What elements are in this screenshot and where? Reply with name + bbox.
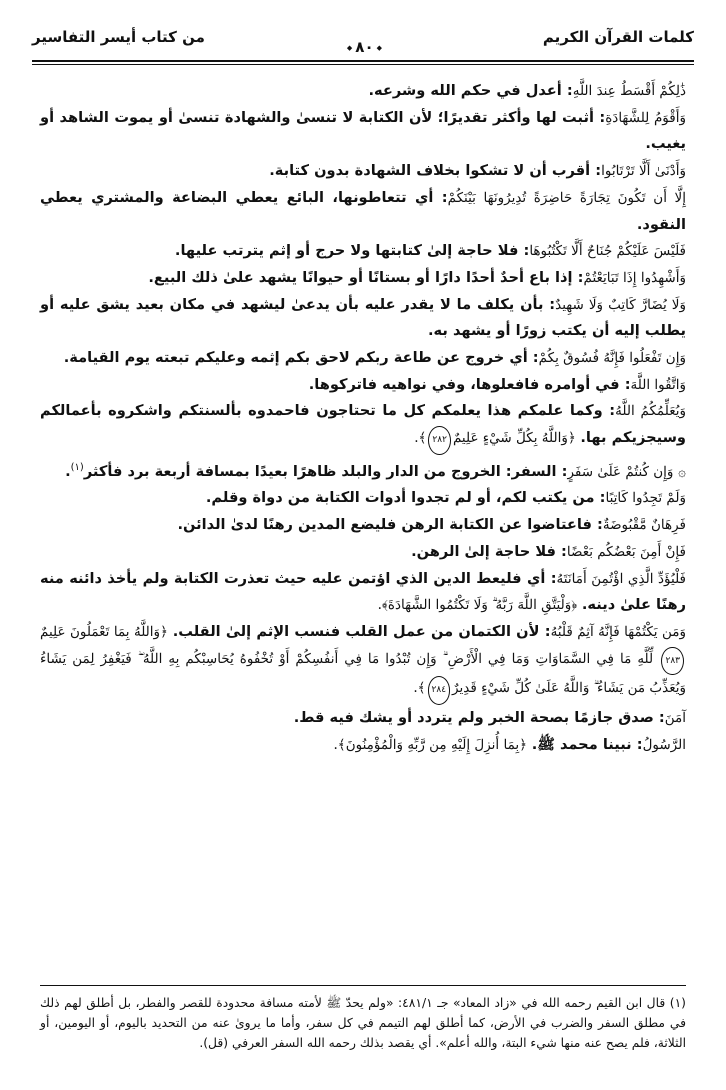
page-number: ◆ ٨٠ ◆ [345, 38, 385, 56]
entry-definition: : إذا باع أحدٌ أحدًا دارًا أو بستانًا أو حيوانًا يشهد علىٰ ذلك البيع. [148, 268, 584, 286]
entry-definition: : أثبت لها وأكثر تقديرًا؛ لأن الكتابة لا تنسىٰ والشهادة تنسىٰ أو يموت الشاهد أو يغيب. [40, 108, 686, 153]
entry [40, 566, 686, 619]
entry-term: وَلَمْ تَجِدُوا كَاتِبًا [605, 490, 686, 507]
entry [40, 485, 686, 512]
entry-definition: : وكما علمكم هذا يعلمكم كل ما تحتاجون فاحمدوه بألسنتكم واشكروه بأعمالكم وسيجزيكم بها. [40, 402, 686, 447]
footnote-marker: (١) [669, 996, 686, 1010]
rub-el-hizb-icon: ۞ [678, 463, 686, 480]
entry-term: إِلَّا أَن تَكُونَ تِجَارَةً حَاضِرَةً تُدِيرُونَهَا بَيْنَكُمْ [447, 189, 686, 206]
entry-term: وَأَدْنَىٰ أَلَّا تَرْتَابُوا [601, 163, 686, 180]
ayah-number-mark: ٢٨٢ [428, 426, 451, 455]
header-rule [32, 60, 694, 62]
quran-quote-continued: لِّلَّهِ مَا فِي السَّمَاوَاتِ وَمَا فِي الْأَرْضِ ۗ وَإِن تُبْدُوا مَا فِي أَنفُسِكُمْ أَوْ تُخْفُوهُ يُحَاسِبْكُم بِهِ اللَّهُ ۖ فَيَغْفِرُ لِمَن يَشَاءُ وَيُعَذِّبُ مَن يَشَاءُ ۗ وَاللَّهُ عَلَىٰ كُلِّ شَيْءٍ قَدِيرٌ [40, 650, 686, 697]
entry-definition: : أي تتعاطونها، البائع يعطي البضاعة والمشتري يعطي النقود. [40, 188, 686, 233]
entry-term: فَلَيْسَ عَلَيْكُمْ جُنَاحٌ أَلَّا تَكْتُبُوهَا [529, 243, 686, 260]
entry-tail: . [65, 462, 71, 480]
entry-definition: : صدق جازمًا بصحة الخبر ولم يتردد أو يشك فيه قط. [293, 709, 665, 727]
book-title: كلمات القرآن الكريم [542, 28, 694, 46]
entry-term: وَأَقْوَمُ لِلشَّهَادَةِ [605, 109, 686, 126]
ayah-number-mark: ٢٨٤ [428, 676, 451, 705]
entry-definition: : أي فليعط الدين الذي اؤتمن عليه حيث تعذرت الكتابة ولم يأخذ دائنه منه رهنًا علىٰ دينه. [40, 569, 686, 614]
entry-term: وَإِن تَفْعَلُوا فَإِنَّهُ فُسُوقٌ بِكُمْ [538, 350, 686, 367]
entry-definition: : أعدل في حكم الله وشرعه. [368, 82, 573, 99]
footnote-text: قال ابن القيم رحمه الله في «زاد المعاد» جـ ٤٨١/١: «ولم يحدّ ﷺ لأمته مسافة محدودة للقصر والفطر، بل أطلق لهم ذلك في مطلق السفر والضرب في الأرض، كما أطلق لهم التيمم في كل سفر، وأما ما يروىٰ عنه من التحديد باليوم، أو اليومين، أو الثلاثة، فلم يصح عنه منها شيء البتة، والله أعلم». أي يقصد بذلك رحمه الله السفر العرفي [40, 996, 686, 1050]
entry-definition: : أقرب أن لا تشكوا بخلاف الشهادة بدون كتابة. [269, 162, 602, 180]
entry-term: الرَّسُولُ [642, 736, 686, 753]
footnote [40, 993, 686, 1053]
entry-definition: : بأن يكلف ما لا يقدر عليه بأن يدعىٰ ليشهد في مكان بعيد يشق عليه أو يطلب إليه أن يكتب زورًا أو يشهد به. [40, 295, 686, 340]
entry [40, 265, 686, 292]
entry [40, 185, 686, 238]
entry-definition: : فلا حاجة إلىٰ الرهن. [411, 542, 567, 560]
entry-definition: : في أوامره فافعلوها، وفي نواهيه فاتركوها. [308, 375, 631, 393]
quote-close: ﴾. [413, 680, 426, 697]
entry-term: فَرِهَانٌ مَّقْبُوضَةٌ [602, 517, 686, 534]
entry-definition: : فلا حاجة إلىٰ كتابتها ولا حرج أو إثم يترتب عليها. [174, 242, 530, 260]
quote-close: ﴾. [414, 430, 427, 447]
entry-term: وَإِن كُنتُمْ عَلَىٰ سَفَرٍ [567, 463, 674, 480]
entry [40, 398, 686, 454]
entry-term: وَأَشْهِدُوا إِذَا تَبَايَعْتُمْ [583, 269, 686, 286]
entry-term: وَمَن يَكْتُمْهَا فَإِنَّهُ آثِمٌ قَلْبُهُ [550, 623, 686, 640]
quran-quote: ﴿وَاللَّهُ بِكُلِّ شَيْءٍ عَلِيمٌ [452, 430, 576, 447]
entry-definition: : من يكتب لكم، أو لم تجدوا أدوات الكتابة من دواة وقلم. [205, 489, 606, 507]
footnote-ref[interactable]: (١) [70, 461, 84, 473]
quran-quote: ﴿بِمَا أُنزِلَ إِلَيْهِ مِن رَّبِّهِ وَالْمُؤْمِنُونَ [345, 736, 528, 753]
entry [40, 105, 686, 158]
entry-term: فَإِنْ أَمِنَ بَعْضُكُم بَعْضًا [566, 543, 686, 560]
entry [40, 619, 686, 705]
entry-term: فَلْيُؤَدِّ الَّذِي اؤْتُمِنَ أَمَانَتَهُ [556, 570, 686, 587]
entry [40, 732, 686, 759]
quran-quote: ﴿وَلْيَتَّقِ اللَّهَ رَبَّهُ ۗ وَلَا تَكْتُمُوا الشَّهَادَةَ [387, 597, 578, 614]
entry [40, 238, 686, 265]
header-rule-thin [32, 64, 694, 65]
footnote-end: (قل). [199, 1036, 229, 1050]
entry [40, 292, 686, 345]
entry [40, 455, 686, 486]
entry-term: ذَٰلِكُمْ أَقْسَطُ عِندَ اللَّهِ [572, 83, 686, 99]
entry-term: آمَنَ [664, 710, 686, 727]
ayah-number-mark: ٢٨٣ [661, 647, 684, 676]
entry [40, 372, 686, 399]
entry [40, 158, 686, 185]
glossary-body [40, 78, 686, 758]
entry-term: وَاتَّقُوا اللَّهَ [630, 376, 686, 393]
entry-definition: : لأن الكتمان من عمل القلب فنسب الإثم إلىٰ القلب. [172, 622, 551, 640]
entry-definition: : السفر: الخروج من الدار والبلد ظاهرًا بعيدًا بمسافة أربعة برد فأكثر [83, 462, 568, 480]
entry-definition: : أي خروج عن طاعة ربكم لاحق بكم إثمه وعليكم تبعته يوم القيامة. [63, 349, 539, 367]
entry [40, 705, 686, 732]
quran-quote: ﴿وَاللَّهُ بِمَا تَعْمَلُونَ عَلِيمٌ [40, 623, 168, 640]
entry [40, 78, 686, 105]
entry-term: وَلَا يُضَارَّ كَاتِبٌ وَلَا شَهِيدٌ [555, 296, 686, 313]
entry-definition: : نبينا محمد ﷺ. [531, 735, 643, 753]
footnote-separator [40, 985, 686, 986]
entry [40, 345, 686, 372]
source-title: من كتاب أيسر التفاسير [32, 28, 205, 46]
entry-definition: : فاعتاضوا عن الكتابة الرهن فليضع المدين رهنًا لدىٰ الدائن. [177, 516, 603, 534]
quote-close: ﴾. [377, 597, 388, 614]
entry [40, 539, 686, 566]
entry-term: وَيُعَلِّمُكُمُ اللَّهُ [615, 403, 686, 420]
quote-close: ﴾. [333, 736, 346, 753]
entry [40, 512, 686, 539]
